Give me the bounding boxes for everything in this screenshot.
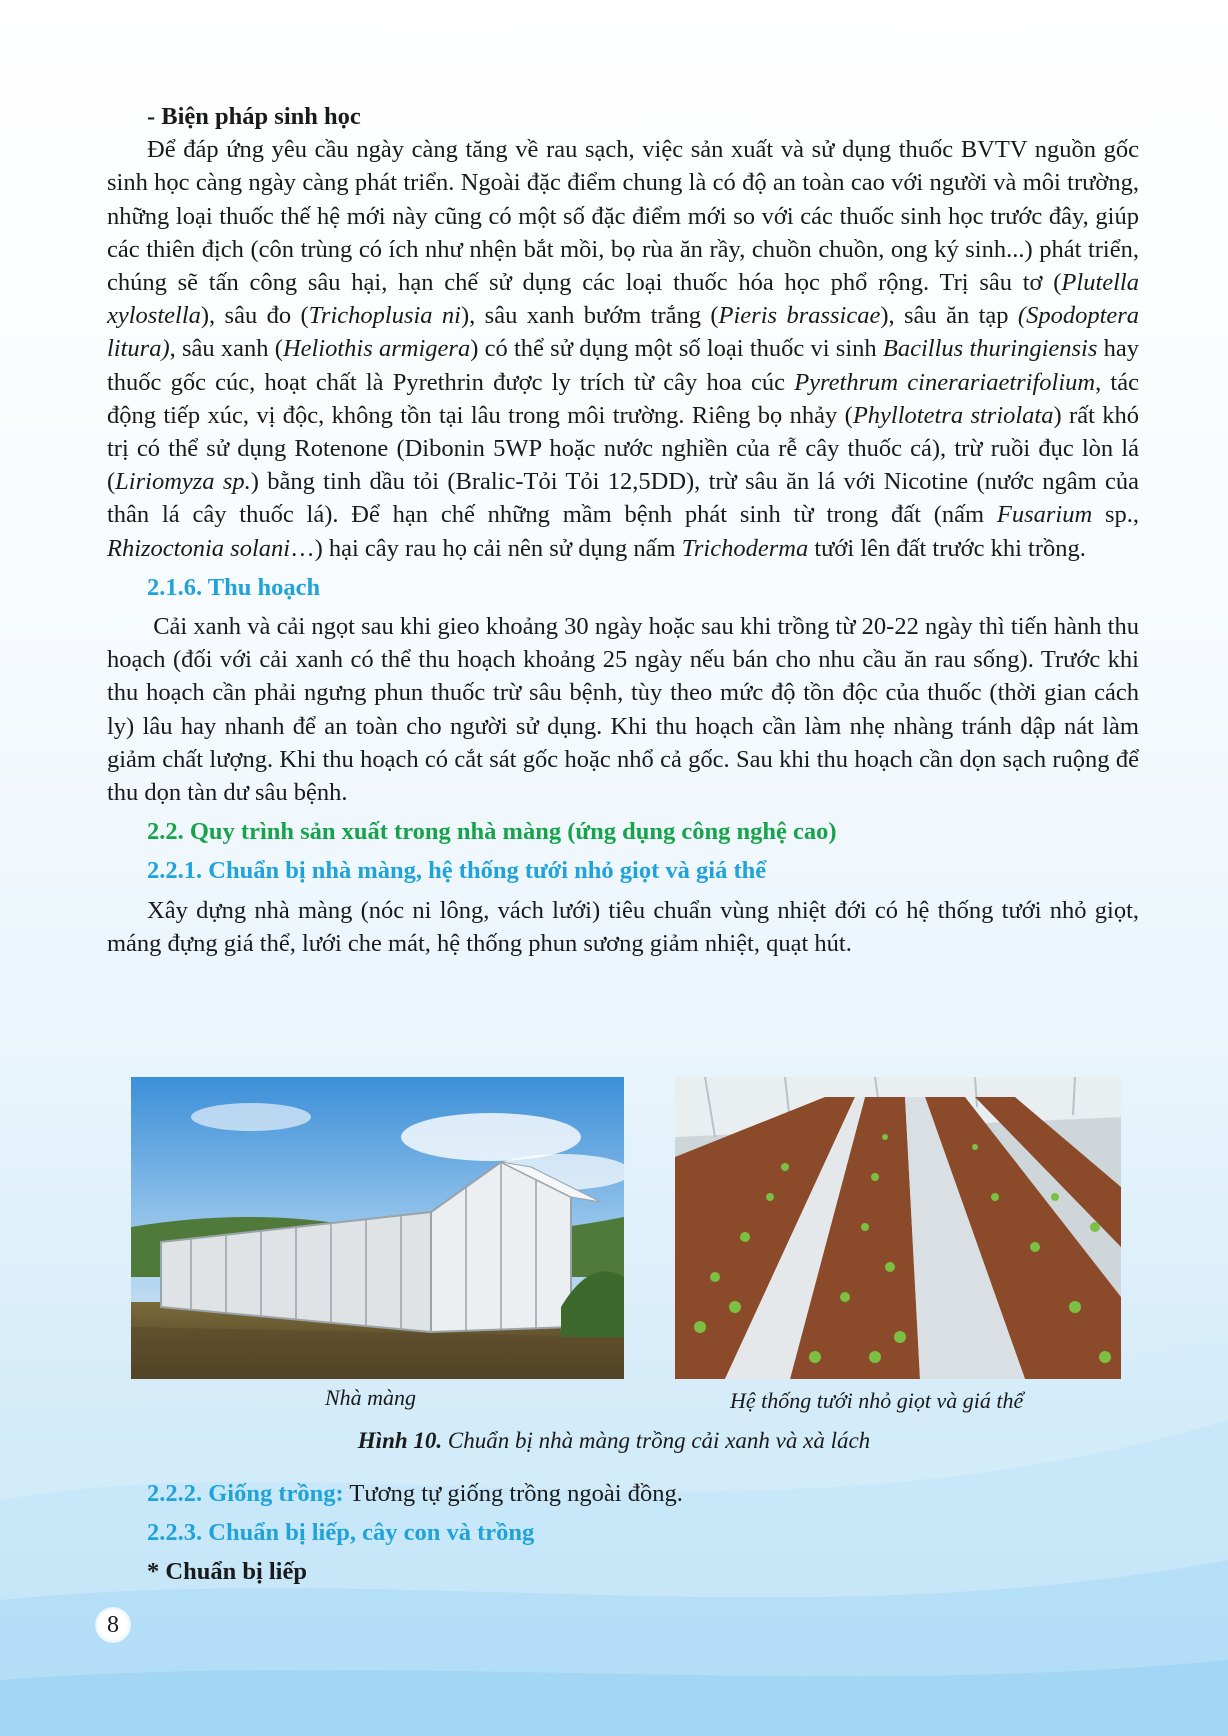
heading-2-2-1: 2.2.1. Chuẩn bị nhà màng, hệ thống tưới nhỏ giọt và giá thể <box>147 857 767 885</box>
heading-2-2-2-label: 2.2.2. Giống trồng: <box>147 1480 344 1507</box>
paragraph-bio-text: Để đáp ứng yêu cầu ngày càng tăng về rau sạch, việc sản xuất và sử dụng thuốc BVTV nguồn gốc sinh học càng ngày càng phát triển. Ngoài đặc điểm chung là có độ an toàn cao với người và môi trường, những loại thuốc thế hệ mới này cũng có một số đặc điểm mới so với các thuốc sinh học trước đây, giúp các thiên địch (côn trùng có ích như nhện bắt mồi, bọ rùa ăn rầy, chuồn chuồn, ong ký sinh...) phát triển, chúng sẽ tấn công sâu hại, hạn chế sử dụng các loại thuốc hóa học phổ rộng. Trị sâu tơ (Plutella xylostella), sâu đo (Trichoplusia ni), sâu xanh bướm trắng (Pieris brassicae), sâu ăn tạp (Spodoptera litura), sâu xanh (Heliothis armigera) có thể sử dụng một số loại thuốc vi sinh Bacillus thuringiensis hay thuốc gốc cúc, hoạt chất là Pyrethrin được ly trích từ cây hoa cúc Pyrethrum cinerariaetrifolium, tác động tiếp xúc, vị độc, không tồn tại lâu trong môi trường. Riêng bọ nhảy (Phyllotetra striolata) rất khó trị có thể sử dụng Rotenone (Dibonin 5WP hoặc nước nghiền của rễ cây thuốc cá), trừ ruồi đục lòn lá (Liriomyza sp.) bằng tinh dầu tỏi (Bralic-Tỏi Tỏi 12,5DD), trừ sâu ăn lá với Nicotine (nước ngâm của thân lá cây thuốc lá). Để hạn chế những mầm bệnh phát sinh từ trong đất (nấm Fusarium sp., Rhizoctonia solani…) hại cây rau họ cải nên sử dụng nấm Trichoderma tưới lên đất trước khi trồng. <box>107 136 1140 562</box>
greenhouse-photo <box>131 1077 624 1379</box>
figure-caption-text: Chuẩn bị nhà màng trồng cải xanh và xà lách <box>442 1428 871 1453</box>
main-text-bottom <box>107 1477 1139 1589</box>
paragraph-bio-measures <box>107 133 1139 565</box>
paragraph-harvest <box>107 610 1139 809</box>
heading-2-2-2 <box>107 1477 1139 1510</box>
page-number: 8 <box>95 1607 131 1643</box>
main-text-top <box>107 100 1139 960</box>
heading-2-1-6: 2.1.6. Thu hoạch <box>147 573 321 601</box>
heading-2-2-3: 2.2.3. Chuẩn bị liếp, cây con và trồng <box>147 1519 535 1547</box>
figure-caption <box>0 1428 1228 1454</box>
heading-2-2-2-text: Tương tự giống trồng ngoài đồng. <box>343 1480 683 1507</box>
paragraph-harvest-text: Cải xanh và cải ngọt sau khi gieo khoảng 30 ngày hoặc sau khi trồng từ 20-22 ngày thì tiến hành thu hoạch (đối với cải xanh có thể thu hoạch khoảng 25 ngày nếu bán cho nhu cầu ăn rau sống). Trước khi thu hoạch cần phải ngưng phun thuốc trừ sâu bệnh, tùy theo mức độ tồn độc của thuốc (thời gian cách ly) lâu hay nhanh để an toàn cho người sử dụng. Khi thu hoạch cần làm nhẹ nhàng tránh dập nát làm giảm chất lượng. Khi thu hoạch có cắt sát gốc hoặc nhổ cả gốc. Sau khi thu hoạch cần dọn sạch ruộng để thu dọn tàn dư sâu bệnh. <box>107 613 1139 807</box>
paragraph-greenhouse <box>107 894 1139 960</box>
figure-label: Hình 10. <box>357 1428 443 1453</box>
heading-2-2: 2.2. Quy trình sản xuất trong nhà màng (ứng dụng công nghệ cao) <box>147 818 837 846</box>
paragraph-greenhouse-text: Xây dựng nhà màng (nóc ni lông, vách lưới) tiêu chuẩn vùng nhiệt đới có hệ thống tưới nhỏ giọt, máng đựng giá thể, lưới che mát, hệ thống phun sương giảm nhiệt, quạt hút. <box>107 896 1139 957</box>
greenhouse-caption: Nhà màng <box>325 1385 417 1410</box>
drip-irrigation-caption: Hệ thống tưới nhỏ giọt và giá thể <box>730 1388 1024 1413</box>
drip-irrigation-photo <box>675 1077 1121 1379</box>
heading-prep-beds: * Chuẩn bị liếp <box>147 1558 307 1586</box>
heading-bio-measures: - Biện pháp sinh học <box>147 103 361 130</box>
